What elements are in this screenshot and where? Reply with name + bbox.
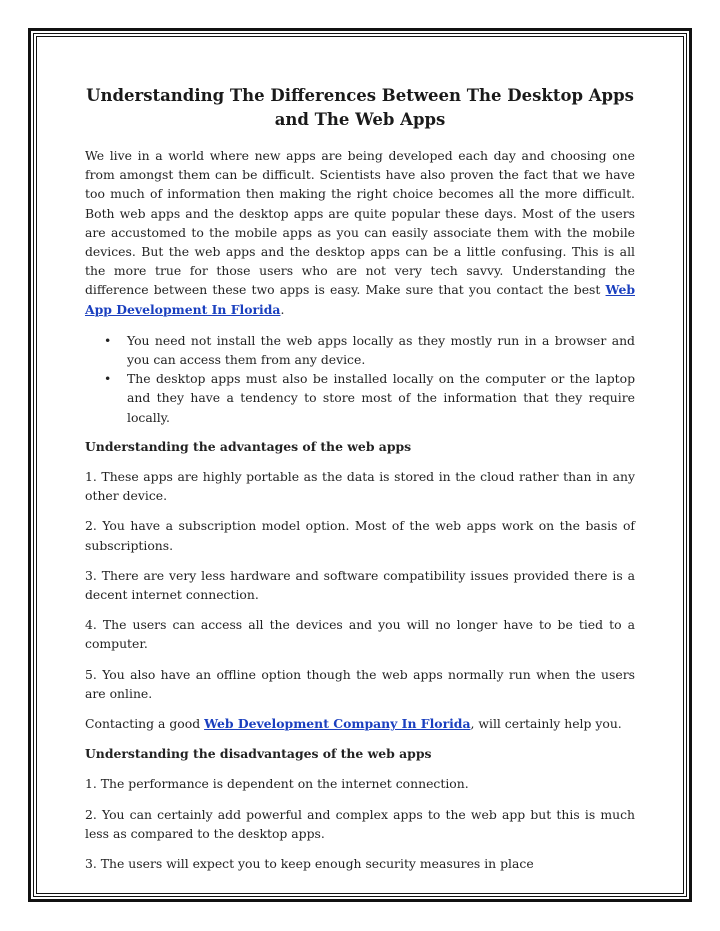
contact-text: Contacting a good [85, 716, 205, 732]
advantages-heading: Understanding the advantages of the web apps [85, 438, 412, 454]
bullet-item [85, 369, 635, 427]
bullet-icon: • [104, 332, 112, 348]
advantage-item: 3. There are very less hardware and software compatibility issues provided there is a decent internet connection. [85, 567, 635, 603]
contact-paragraph [85, 714, 635, 733]
bullet-list [85, 331, 635, 427]
bullet-text: You need not install the web apps locally as they mostly run in a browser and you can access them from any device. [127, 332, 635, 368]
bullet-text: The desktop apps must also be installed locally on the computer or the laptop and they have a tendency to store most of the information that they require locally. [127, 371, 635, 425]
bullet-item [85, 331, 635, 369]
contact-end: , will certainly help you. [470, 716, 622, 732]
disadvantage-item: 1. The performance is dependent on the internet connection. [85, 776, 469, 792]
document-body [85, 84, 635, 884]
bullet-icon: • [104, 371, 112, 387]
document-title: Understanding The Differences Between The Desktop Apps and The Web Apps [86, 86, 634, 129]
intro-end: . [280, 301, 285, 317]
disadvantages-heading: Understanding the disadvantages of the web apps [85, 746, 432, 762]
web-development-company-link[interactable]: Web Development Company In Florida [204, 716, 471, 732]
intro-paragraph [85, 146, 635, 319]
web-app-development-link[interactable]: Web App Development In Florida [85, 282, 635, 317]
disadvantage-item: 3. The users will expect you to keep enough security measures in place [85, 856, 534, 872]
advantage-item: 4. The users can access all the devices and you will no longer have to be tied to a computer. [85, 617, 635, 652]
advantage-item: 1. These apps are highly portable as the data is stored in the cloud rather than in any other device. [85, 469, 635, 504]
advantage-item: 2. You have a subscription model option. Most of the web apps work on the basis of subscriptions. [85, 518, 635, 553]
intro-text: We live in a world where new apps are being developed each day and choosing one from amongst them can be difficult. Scientists have also proven the fact that we have too much of information then making the right choice becomes all the more difficult. Both web apps and the desktop apps are quite popular these days. Most of the users are accustomed to the mobile apps as you can easily associate them with the mobile devices. But the web apps and the desktop apps can be a little confusing. This is all the more true for those users who are not very tech savvy. Understanding the difference between these two apps is easy. Make sure that you contact the best [85, 148, 635, 298]
advantage-item: 5. You also have an offline option though the web apps normally run when the users are online. [85, 666, 635, 701]
disadvantage-item: 2. You can certainly add powerful and complex apps to the web app but this is much less as compared to the desktop apps. [85, 806, 635, 841]
